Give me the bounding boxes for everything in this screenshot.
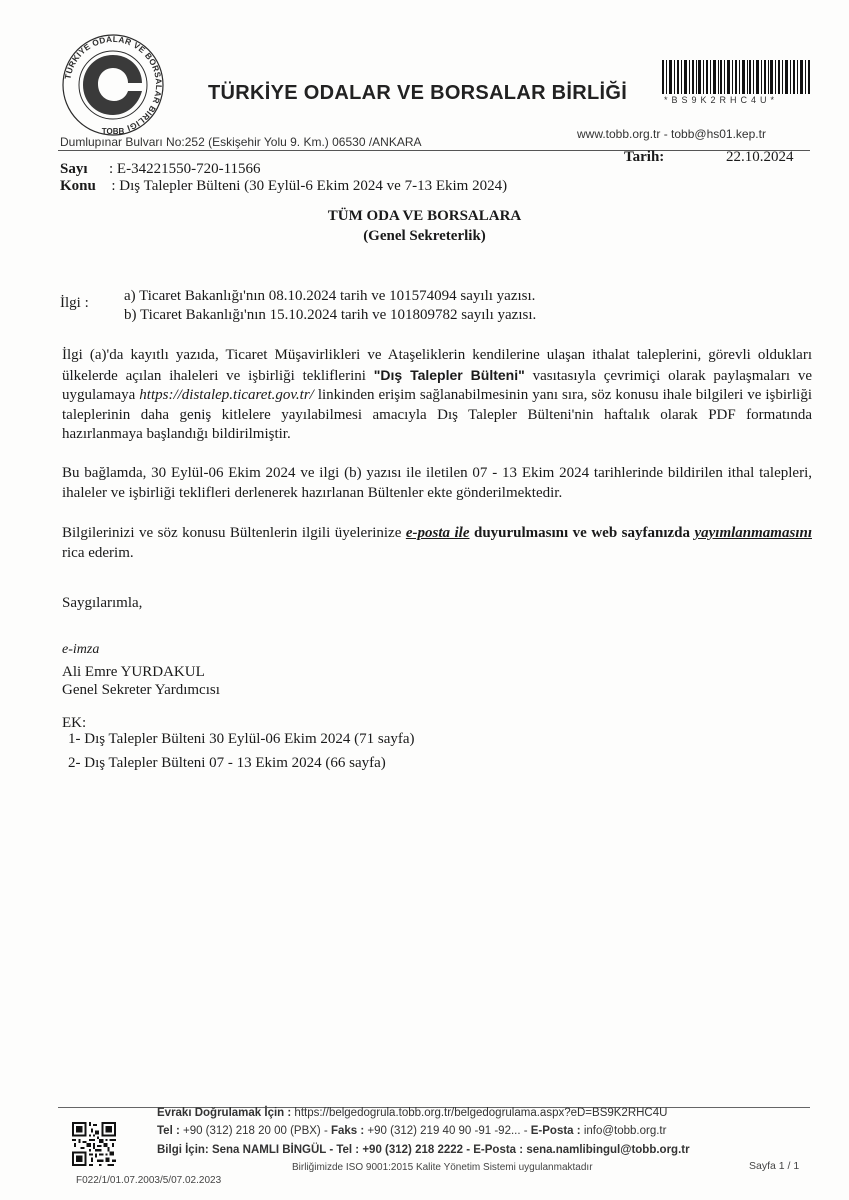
verify-line <box>157 1107 667 1119</box>
tobb-logo <box>58 30 168 140</box>
faks-label: Faks : <box>330 1125 368 1137</box>
ilgi-label: İlgi : <box>60 295 89 311</box>
attachment-item: 2- Dış Talepler Bülteni 07 - 13 Ekim 2024 (66 sayfa) <box>68 755 386 771</box>
sayi-value: : E-34221550-720-11566 <box>109 161 261 177</box>
org-name: TÜRKİYE ODALAR VE BORSALAR BİRLİĞİ <box>208 82 628 104</box>
bilgi-tel-label: - Tel : <box>326 1144 363 1156</box>
p3-text-b: duyurulmasını ve web sayfanızda <box>469 525 695 541</box>
addressee-line2: (Genel Sekreterlik) <box>363 228 486 244</box>
faks-value: +90 (312) 219 40 90 -91 -92... - <box>367 1125 531 1137</box>
p1-text-a: İlgi (a)'da kayıtlı yazıda, Ticaret Müşavirlikleri ve Ataşeliklerin kendilerine ulaşan ithalat taleplerini, görevli oldukları ülkelerde açılan ihaleleri ve işbirliği tekliflerini <box>62 347 812 384</box>
konu-row <box>60 178 507 195</box>
barcode <box>662 60 810 94</box>
tel-label: Tel : <box>157 1125 183 1137</box>
address: Dumlupınar Bulvarı No:252 (Eskişehir Yolu 9. Km.) 06530 /ANKARA <box>60 135 422 149</box>
iso-note: Birliğimizde ISO 9001:2015 Kalite Yönetim Sistemi uygulanmaktadır <box>292 1162 593 1173</box>
qr-code <box>72 1122 116 1166</box>
tarih-value: 22.10.2024 <box>726 149 794 165</box>
eposta-label: E-Posta : <box>530 1125 584 1137</box>
bilgi-tel: +90 (312) 218 2222 <box>362 1144 464 1156</box>
p3-text-c: rica ederim. <box>62 544 134 561</box>
sayi-row <box>60 161 261 178</box>
addressee-line1: TÜM ODA VE BORSALARA <box>327 208 522 224</box>
p3-eposta: e-posta ile <box>405 525 470 541</box>
bilgi-label: Bilgi İçin: <box>157 1144 212 1156</box>
bilgi-mail[interactable]: sena.namlibingul@tobb.org.tr <box>526 1144 690 1156</box>
bilgi-name: Sena NAMLI BİNGÜL <box>211 1144 327 1156</box>
closing: Saygılarımla, <box>62 595 143 611</box>
verify-label: Evrakı Doğrulamak İçin : <box>157 1107 295 1119</box>
p3-yayimlanmamasi: yayımlanmamasını <box>694 525 812 541</box>
tarih-label: Tarih: <box>624 149 665 165</box>
ilgi-b: b) Ticaret Bakanlığı'nın 15.10.2024 tarih ve 101809782 sayılı yazısı. <box>124 307 537 323</box>
paragraph-1 <box>62 346 812 445</box>
konu-label: Konu <box>60 178 96 194</box>
tel-value: +90 (312) 218 20 00 (PBX) - <box>182 1125 331 1137</box>
logo-abbr: TOBB <box>101 127 125 136</box>
bilgi-mail-label: - E-Posta : <box>463 1144 527 1156</box>
p1-bulletin-name: "Dış Talepler Bülteni" <box>373 366 525 383</box>
konu-value: : Dış Talepler Bülteni (30 Eylül-6 Ekim 2024 ve 7-13 Ekim 2024) <box>111 178 508 194</box>
header-divider <box>58 150 810 151</box>
distalep-link[interactable]: https://distalep.ticaret.gov.tr/ <box>139 387 314 403</box>
attachment-item: 1- Dış Talepler Bülteni 30 Eylül-06 Ekim 2024 (71 sayfa) <box>68 731 415 747</box>
verify-url[interactable]: https://belgedogrula.tobb.org.tr/belgedogrulama.aspx?eD=BS9K2RHC4U <box>294 1107 668 1119</box>
attachments-label: EK: <box>62 715 87 731</box>
web-email: www.tobb.org.tr - tobb@hs01.kep.tr <box>577 127 766 141</box>
paragraph-3 <box>62 524 812 563</box>
info-line <box>157 1144 690 1156</box>
eposta-value[interactable]: info@tobb.org.tr <box>583 1125 667 1137</box>
page-number: Sayfa 1 / 1 <box>749 1160 800 1172</box>
e-imza-label: e-imza <box>62 642 100 657</box>
sayi-label: Sayı <box>60 161 88 177</box>
logo-ring-text: TÜRKİYE ODALAR VE BORSALAR BİRLİĞİ <box>62 33 165 134</box>
p1-text-c: linkinden erişim sağlanabilmesinin yanı sıra, söz konusu ihale bilgileri ve işbirliği taleplerinin daha geniş kitlelere yayılabilmesi amacıyla Dış Talepler Bülteni'nin haftalık olarak PDF formatında hazırlanmaya başlandığı bildirilmiştir. <box>62 387 812 442</box>
signer-title: Genel Sekreter Yardımcısı <box>62 682 220 698</box>
ilgi-a: a) Ticaret Bakanlığı'nın 08.10.2024 tarih ve 101574094 sayılı yazısı. <box>124 288 536 304</box>
signer-name: Ali Emre YURDAKUL <box>62 664 205 680</box>
paragraph-2: Bu bağlamda, 30 Eylül-06 Ekim 2024 ve ilgi (b) yazısı ile iletilen 07 - 13 Ekim 2024 tarihlerinde bildirilen ithal talepleri, ihaleler ve işbirliği teklifleri derlenerek hazırlanan Bültenler ekte gönderilmektedir. <box>62 465 812 501</box>
p1-text-b: vasıtasıyla çevrimiçi olarak paylaşmaları ve uygulamaya <box>62 367 813 403</box>
contact-line <box>157 1125 666 1137</box>
p3-text-a: Bilgilerinizi ve söz konusu Bültenlerin ilgili üyelerinize <box>62 525 406 541</box>
barcode-text: *BS9K2RHC4U* <box>664 95 779 105</box>
form-code: F022/1/01.07.2003/5/07.02.2023 <box>76 1175 222 1186</box>
